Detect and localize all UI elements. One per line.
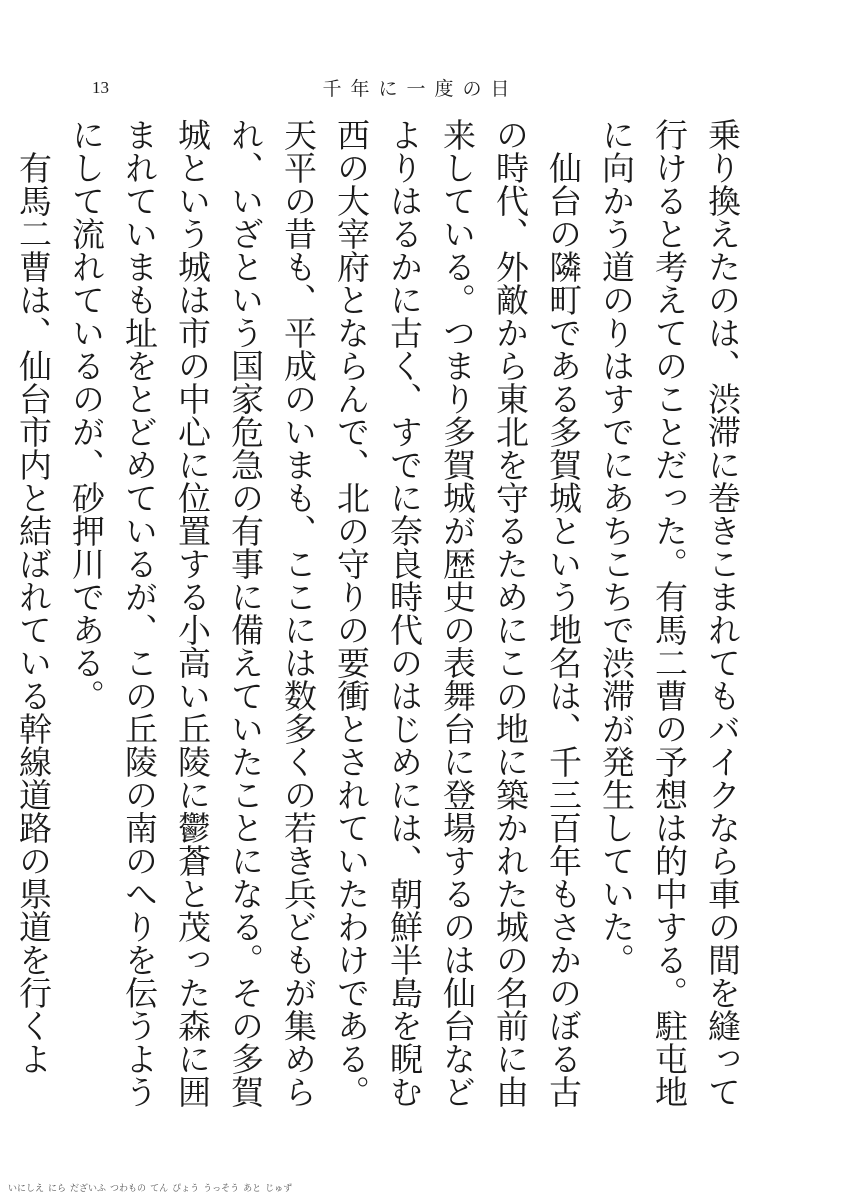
ruby-pyou: ぴょう bbox=[172, 1184, 200, 1194]
paragraph: 有馬二曹は、仙台市内と結ばれている幹線道路の県道を行くよ bbox=[14, 151, 53, 1075]
ruby-ussou: うっそう bbox=[203, 1184, 240, 1194]
ruby-ato: あと bbox=[243, 1184, 262, 1194]
furigana-list bbox=[8, 1181, 292, 1194]
paragraph: 乗り換えたのは、渋滞に巻きこまれてもバイクなら車の間を縫って行けると考えてのことだった。有馬二曹の予想は的中する。駐屯地に向かう道のりはすでにあちこちで渋滞が発生していた。 bbox=[597, 118, 742, 1108]
ruby-inishie: いにしえ bbox=[8, 1184, 45, 1194]
paragraph: 仙台の隣町である多賀城という地名は、千三百年もさかのぼる古の時代、外敵から東北を守るためにこの地に築かれた城の名前に由来している。つまり多賀城が歴史の表舞台に登場するのは仙台などよりはるかに古く、すでに奈良時代のはじめには、朝鮮半島を睨む西の大宰府とならんで、北の守りの要衝とされていたわけである。天平の昔も、平成のいまも、ここには数多くの若き兵どもが集められ、いざという国家危急の有事に備えていたことになる。その多賀城という城は市の中心に位置する小高い丘陵に鬱蒼と茂った森に囲まれていまも址をとどめているが、この丘陵の南のへりを伝うようにして流れているのが、砂押川である。 bbox=[67, 118, 583, 1108]
running-head-title: 千年に一度の日 bbox=[322, 78, 519, 100]
ruby-ten: てん bbox=[150, 1184, 169, 1194]
ruby-nira: にら bbox=[48, 1184, 67, 1194]
page-number: 13 bbox=[92, 78, 109, 97]
ruby-juzu: じゅず bbox=[265, 1184, 293, 1194]
body-text bbox=[14, 118, 749, 1118]
ruby-tsuwamono: つわもの bbox=[110, 1184, 147, 1194]
ruby-dazaifu: だざいふ bbox=[70, 1184, 107, 1194]
